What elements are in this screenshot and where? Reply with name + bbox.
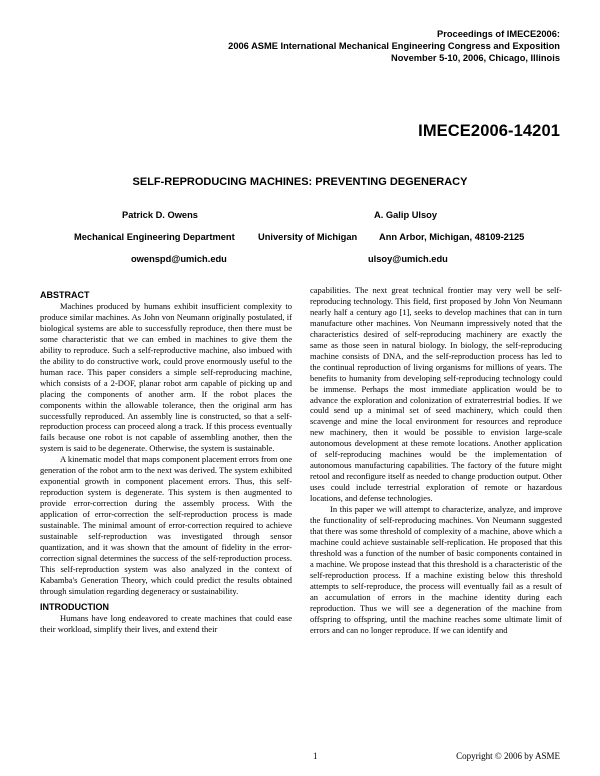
author-2-email: ulsoy@umich.edu xyxy=(368,254,448,264)
right-column xyxy=(310,285,562,636)
introduction-paragraph-2: In this paper we will attempt to characterize, analyze, and improve the functionality of self-reproducing machines. Von Neumann suggested that there was some threshold of complexity of a machine, above which a machine could achieve sustainable self-replication. He proposed that this threshold was a function of the number of basic components contained in a machine. We propose instead that this threshold is a characteristic of the self-reproduction process. If a machine existing below this threshold attempts to self-reproduce, the process will eventually fail as a result of an accumulation of errors in the machine identity during each reproduction. Thus we will see a degeneration of the machine from offspring to offspring, until the machine reaches some ultimate limit of errors and can no longer reproduce. If we can identify and xyxy=(310,504,562,635)
author-2-name: A. Galip Ulsoy xyxy=(374,210,438,220)
page-number: 1 xyxy=(313,751,318,761)
abstract-paragraph-2: A kinematic model that maps component placement errors from one generation of the robot arm to the next was derived. The system exhibited exponential growth in component placement errors. Thus, this self-reproduction system is degenerate. This system is then augmented to provide error-correction during the assembly process. With the application of error-correction the self-reproduction process is made sustainable. The minimal amount of error-correction required to achieve sustainable self-reproduction was investigated through sensor quantization, and it was shown that the amount of fidelity in the error-correction signal determines the success of the self-reproduction process. This self-reproduction system was also analyzed in the context of Kabamba's Generation Theory, which could predict the results obtained through simulation regarding degeneracy or sustainability. xyxy=(40,454,292,596)
proceedings-line-3: November 5-10, 2006, Chicago, Illinois xyxy=(391,53,560,63)
affiliation-university: University of Michigan xyxy=(258,232,358,242)
abstract-heading: ABSTRACT xyxy=(40,290,90,300)
abstract-paragraph-1: Machines produced by humans exhibit insufficient complexity to produce similar machines. As John von Neumann originally postulated, if biological systems are able to successfully reproduce, then there must be some characteristic that we can embed in machines to give them the ability to reproduce. Such a self-reproductive machine, also imbued with the ability to do constructive work, could prove enormously useful to the human race. This paper considers a simple self-reproducing machine, which consists of a 2-DOF, planar robot arm capable of picking up and placing the components of another arm. If the robot places the components within the allowable tolerance, then the original arm has successfully reproduced. An assembly line is constructed, so that a self-reproduction process can proceed along a track. If this process eventually fails because one robot is not capable of assembling another, then the system is said to be degenerate. Otherwise, the system is sustainable. xyxy=(40,301,292,454)
affiliation-location: Ann Arbor, Michigan, 48109-2125 xyxy=(379,232,525,242)
introduction-paragraph-1-start: Humans have long endeavored to create machines that could ease their workload, simplify their lives, and extend their xyxy=(40,612,292,634)
paper-number: IMECE2006-14201 xyxy=(418,122,560,140)
proceedings-line-2: 2006 ASME International Mechanical Engineering Congress and Exposition xyxy=(228,41,560,51)
proceedings-header xyxy=(228,28,560,64)
author-1-name: Patrick D. Owens xyxy=(122,210,198,220)
affiliation-department: Mechanical Engineering Department xyxy=(74,232,235,242)
author-1-email: owenspd@umich.edu xyxy=(131,254,227,264)
copyright-notice: Copyright © 2006 by ASME xyxy=(456,751,560,761)
proceedings-line-1: Proceedings of IMECE2006: xyxy=(437,29,560,39)
paper-title: SELF-REPRODUCING MACHINES: PREVENTING DEGENERACY xyxy=(132,176,468,188)
introduction-heading: INTRODUCTION xyxy=(40,601,109,612)
introduction-paragraph-1-continued: capabilities. The next great technical frontier may very well be self-reproducing technology. This field, first proposed by John Von Neumann nearly half a century ago [1], seeks to develop machines that can in turn manufacture other machines. Von Neumann impressively noted that the characteristics desired of self-reproducing machinery are exactly the same as those seen in natural biology. In biology, the self-reproducing machine consists of DNA, and the self-reproduction process has led to the continual reproduction of living organisms for millions of years. The benefits to humanity from developing self-reproducing technology could be immense. Perhaps the most immediate application would be to advance the exploration and colonization of extraterrestrial bodies. If we could send up a minimal set of seed machinery, which could then scavenge and mine the local environment for resources and reproduce new machinery, then it would be possible to envision large-scale autonomous development at these remote locations. Another application of self-reproducing machines would be the implementation of autonomous manufacturing capabilities. The factory of the future might retool and reconfigure itself as needed to change production output. Other uses could include terrestrial exploration of remote or hazardous locations, and defense technologies. xyxy=(310,285,562,504)
left-column xyxy=(40,290,292,635)
